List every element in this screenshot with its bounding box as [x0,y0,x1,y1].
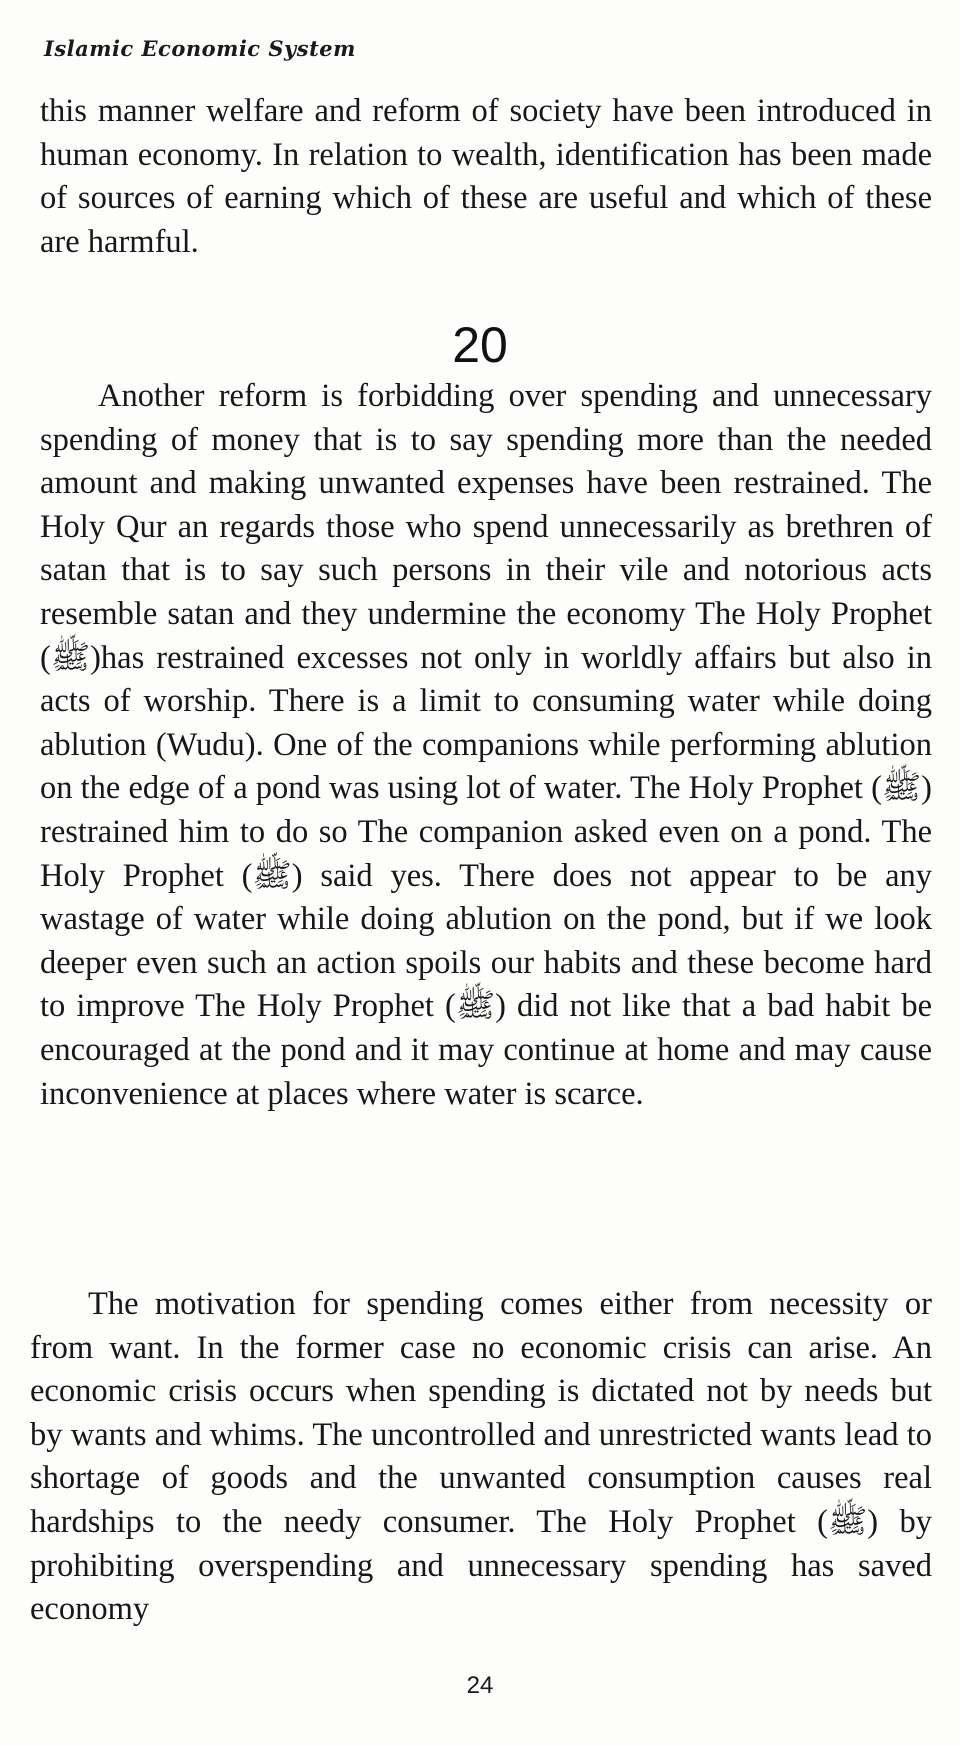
running-header: Islamic Economic System [44,36,356,61]
page-number: 24 [466,1672,494,1699]
body-paragraph: Another reform is forbidding over spending and unnecessary spending of money that is to say spending more than the needed amount and making unwanted expenses have been restrained. The Holy Qur an regards those who spend unnecessarily as brethren of satan that is to say such persons in their vile and notorious acts resemble satan and they undermine the economy The Holy Prophet (ﷺ)has restrained excesses not only in worldly affairs but also in acts of worship. There is a limit to consuming water while doing ablution (Wudu). One of the companions while performing ablution on the edge of a pond was using lot of water. The Holy Prophet (ﷺ) restrained him to do so The companion asked even on a pond. The Holy Prophet (ﷺ) said yes. There does not appear to be any wastage of water while doing ablution on the pond, but if we look deeper even such an action spoils our habits and these become hard to improve The Holy Prophet (ﷺ) did not like that a bad habit be encouraged at the pond and it may continue at home and may cause inconvenience at places where water is scarce. [40,378,933,1112]
body-paragraph: this manner welfare and reform of society have been introduced in human economy. In relation to wealth, identification has been made of sources of earning which of these are useful and which of these are harmful. [40,93,932,260]
section-number: 20 [452,317,508,373]
body-paragraph: The motivation for spending comes either from necessity or from want. In the former case no economic crisis can arise. An economic crisis occurs when spending is dictated not by needs but by wants and whims. The uncontrolled and unrestricted wants lead to shortage of goods and the unwanted consumption causes real hardships to the needy consumer. The Holy Prophet (ﷺ) by prohibiting overspending and unnecessary spending has saved economy [30,1286,932,1628]
